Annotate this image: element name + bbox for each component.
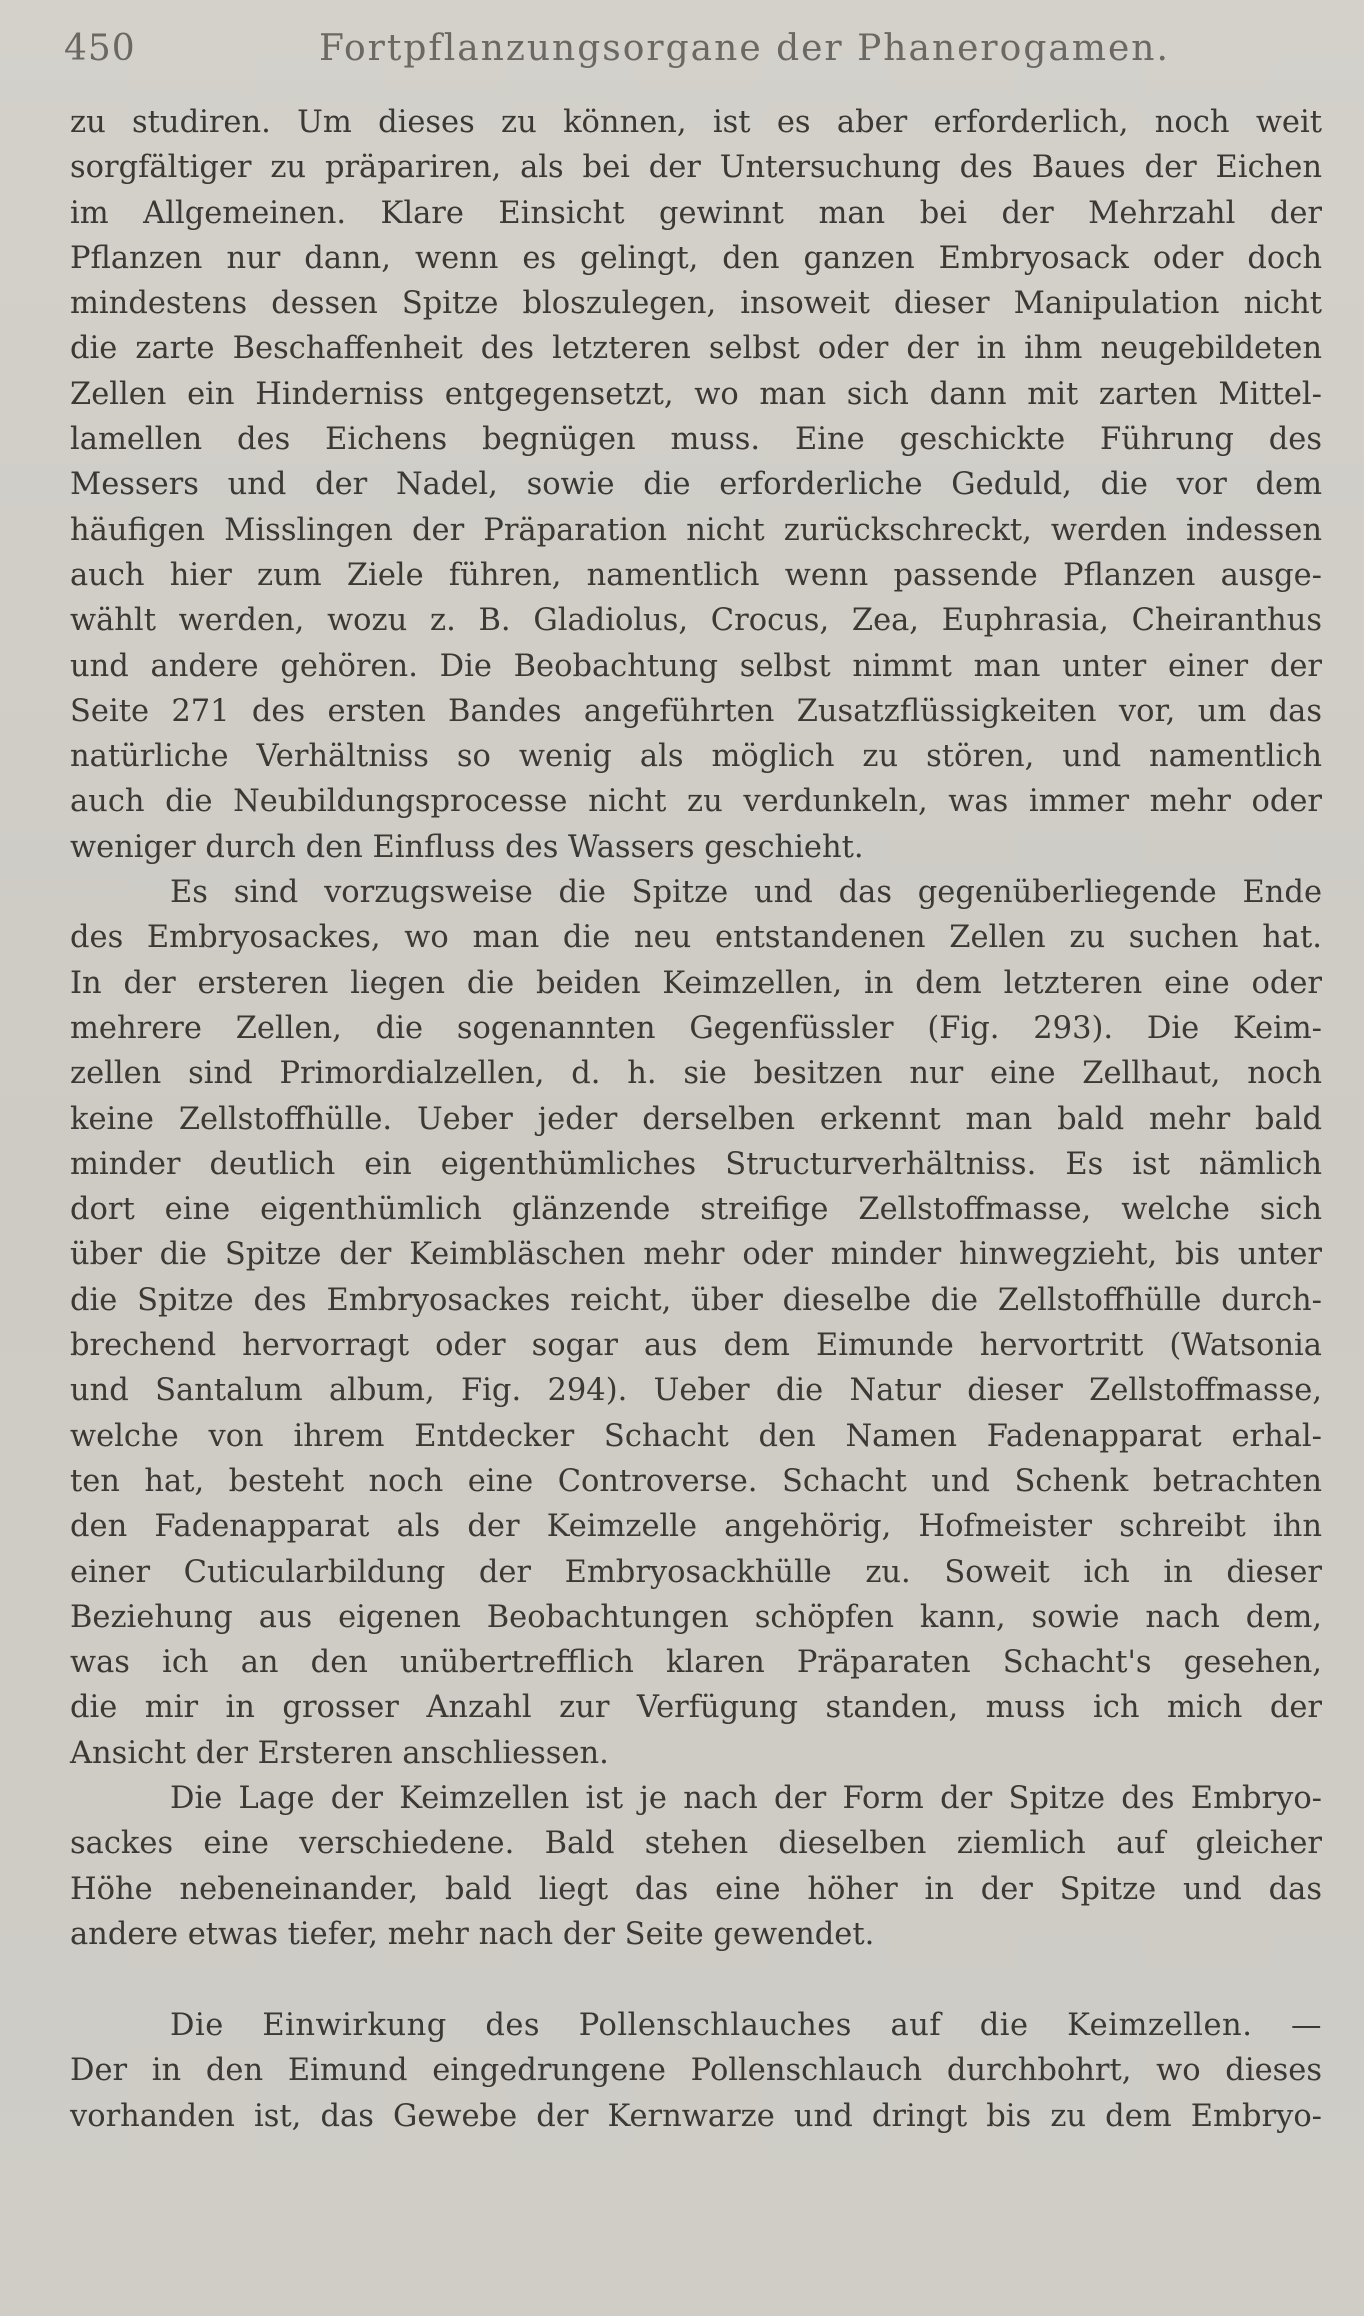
paragraph-4: [70, 2003, 1322, 2139]
text-line: Pflanzen nur dann, wenn es gelingt, den ganzen Embryosack oder doch: [70, 240, 1322, 276]
running-head: Fortpflanzungsorgane der Phanerogamen.: [319, 28, 1170, 69]
text-line: In der ersteren liegen die beiden Keimzellen, in dem letzteren eine oder: [70, 965, 1322, 1001]
text-line: andere etwas tiefer, mehr nach der Seite gewendet.: [70, 1916, 875, 1952]
body-text: [70, 100, 1322, 2139]
text-line: brechend hervorragt oder sogar aus dem Eimunde hervortritt (Watsonia: [70, 1328, 1322, 1364]
text-line: ten hat, besteht noch eine Controverse. Schacht und Schenk betrachten: [70, 1463, 1322, 1499]
text-line: weniger durch den Einfluss des Wassers geschieht.: [70, 829, 864, 865]
text-line: was ich an den unübertrefflich klaren Präparaten Schacht's gesehen,: [70, 1645, 1322, 1681]
text-line: sackes eine verschiedene. Bald stehen dieselben ziemlich auf gleicher: [70, 1826, 1322, 1862]
text-line: einer Cuticularbildung der Embryosackhülle zu. Soweit ich in dieser: [70, 1554, 1322, 1590]
text-line: sorgfältiger zu präpariren, als bei der Untersuchung des Baues der Eichen: [70, 150, 1322, 186]
text-line: dort eine eigenthümlich glänzende streifige Zellstoffmasse, welche sich: [70, 1192, 1322, 1228]
paragraph-3: [70, 1776, 1322, 1957]
text-line: den Fadenapparat als der Keimzelle angehörig, Hofmeister schreibt ihn: [70, 1509, 1322, 1545]
text-line: Beziehung aus eigenen Beobachtungen schöpfen kann, sowie nach dem,: [70, 1599, 1322, 1635]
paragraph-2: [70, 870, 1322, 1776]
text-line: Ansicht der Ersteren anschliessen.: [70, 1735, 609, 1771]
text-line: die mir in grosser Anzahl zur Verfügung standen, muss ich mich der: [70, 1690, 1322, 1726]
text-line: vorhanden ist, das Gewebe der Kernwarze und dringt bis zu dem Embryo-: [70, 2098, 1322, 2134]
text-line: mindestens dessen Spitze bloszulegen, insoweit dieser Manipulation nicht: [70, 286, 1322, 322]
text-line: wählt werden, wozu z. B. Gladiolus, Crocus, Zea, Euphrasia, Cheiranthus: [70, 603, 1322, 639]
text-line: die Spitze des Embryosackes reicht, über dieselbe die Zellstoffhülle durch-: [70, 1282, 1322, 1318]
text-line: natürliche Verhältniss so wenig als möglich zu stören, und namentlich: [70, 739, 1322, 775]
text-line: und Santalum album, Fig. 294). Ueber die Natur dieser Zellstoffmasse,: [70, 1373, 1322, 1409]
paragraph-1: [70, 100, 1322, 870]
text-line: mehrere Zellen, die sogenannten Gegenfüssler (Fig. 293). Die Keim-: [70, 1010, 1322, 1046]
section-heading-line: Die Einwirkung des Pollenschlauches auf die Keimzellen. —: [170, 2008, 1322, 2044]
text-line: Zellen ein Hinderniss entgegensetzt, wo man sich dann mit zarten Mittel-: [70, 376, 1322, 412]
text-line: auch hier zum Ziele führen, namentlich wenn passende Pflanzen ausge-: [70, 557, 1322, 593]
text-line: welche von ihrem Entdecker Schacht den Namen Fadenapparat erhal-: [70, 1418, 1322, 1454]
text-line: über die Spitze der Keimbläschen mehr oder minder hinwegzieht, bis unter: [70, 1237, 1322, 1273]
text-line: und andere gehören. Die Beobachtung selbst nimmt man unter einer der: [70, 648, 1322, 684]
text-line: die zarte Beschaffenheit des letzteren selbst oder der in ihm neugebildeten: [70, 331, 1322, 367]
text-line: Messers und der Nadel, sowie die erforderliche Geduld, die vor dem: [70, 467, 1322, 503]
text-line: zellen sind Primordialzellen, d. h. sie besitzen nur eine Zellhaut, noch: [70, 1056, 1322, 1092]
text-line: im Allgemeinen. Klare Einsicht gewinnt man bei der Mehrzahl der: [70, 195, 1322, 231]
text-line: Der in den Eimund eingedrungene Pollenschlauch durchbohrt, wo dieses: [70, 2053, 1322, 2089]
text-line: zu studiren. Um dieses zu können, ist es aber erforderlich, noch weit: [70, 105, 1322, 140]
text-line: minder deutlich ein eigenthümliches Structurverhältniss. Es ist nämlich: [70, 1146, 1322, 1182]
text-line: des Embryosackes, wo man die neu entstandenen Zellen zu suchen hat.: [70, 920, 1322, 956]
page-number: 450: [64, 28, 136, 69]
text-line: häufigen Misslingen der Präparation nicht zurückschreckt, werden indessen: [70, 512, 1322, 548]
text-line: auch die Neubildungsprocesse nicht zu verdunkeln, was immer mehr oder: [70, 784, 1322, 820]
text-line: keine Zellstoffhülle. Ueber jeder derselben erkennt man bald mehr bald: [70, 1101, 1322, 1137]
text-line: Höhe nebeneinander, bald liegt das eine höher in der Spitze und das: [70, 1871, 1322, 1907]
text-line: Seite 271 des ersten Bandes angeführten Zusatzflüssigkeiten vor, um das: [70, 693, 1322, 729]
page-header: [64, 28, 1314, 78]
text-line: Es sind vorzugsweise die Spitze und das gegenüberliegende Ende: [170, 875, 1322, 911]
text-line: Die Lage der Keimzellen ist je nach der Form der Spitze des Embryo-: [170, 1780, 1322, 1816]
text-line: lamellen des Eichens begnügen muss. Eine geschickte Führung des: [70, 422, 1322, 458]
